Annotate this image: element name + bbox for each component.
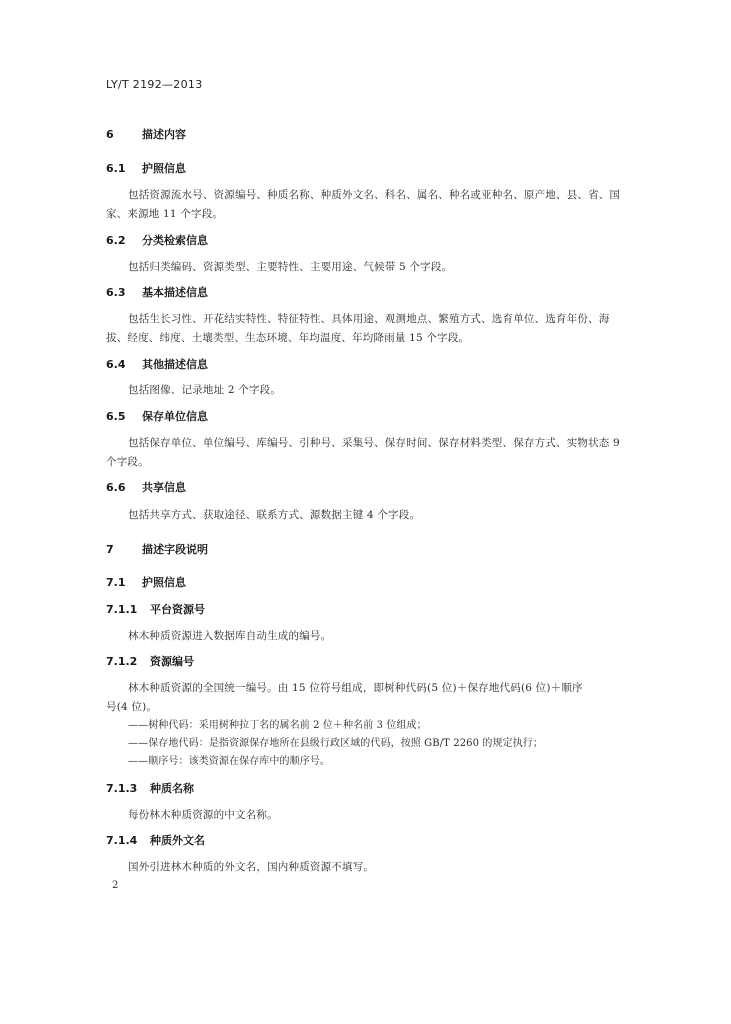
paragraph-line: 包括图像、记录地址 2 个字段。 <box>128 384 282 396</box>
paragraph-line: 包括共享方式、获取途径、联系方式、源数据主键 4 个字段。 <box>128 509 421 521</box>
section-number: 6.4 <box>106 358 126 371</box>
standard-code-header: LY/T 2192—2013 <box>106 78 203 91</box>
paragraph-line: 拔、经度、纬度、土壤类型、生态环境、年均温度、年均降雨量 15 个字段。 <box>106 332 470 344</box>
section-number: 7.1.4 <box>106 834 138 847</box>
section-number: 7.1 <box>106 576 126 589</box>
section-7-1-4-heading <box>106 834 205 848</box>
section-title: 平台资源号 <box>150 603 205 616</box>
section-title: 护照信息 <box>142 162 186 175</box>
section-number: 7 <box>106 543 114 556</box>
paragraph-line: 每份林木种质资源的中文名称。 <box>128 809 278 821</box>
section-title: 资源编号 <box>150 655 194 668</box>
section-7-1-2-heading <box>106 655 194 669</box>
paragraph-line: 家、来源地 11 个字段。 <box>106 208 224 220</box>
paragraph-line: 包括生长习性、开花结实特性、特征特性、具体用途、观测地点、繁殖方式、选育单位、选育年份、海 <box>128 313 610 325</box>
section-number: 7.1.3 <box>106 782 138 795</box>
list-item: ——树种代码：采用树种拉丁名的属名前 2 位＋种名前 3 位组成； <box>128 720 427 731</box>
section-title: 种质外文名 <box>150 834 205 847</box>
list-item: ——保存地代码：是指资源保存地所在县级行政区域的代码，按照 GB/T 2260 的规定执行； <box>128 738 543 749</box>
section-title: 描述字段说明 <box>142 543 208 556</box>
page-number: 2 <box>112 880 119 891</box>
section-6-4-heading <box>106 358 208 372</box>
paragraph-line: 林木种质资源的全国统一编号。由 15 位符号组成，即树种代码(5 位)＋保存地代码(6 位)＋顺序 <box>128 682 583 694</box>
section-title: 其他描述信息 <box>142 358 208 371</box>
section-7-heading <box>106 543 208 557</box>
section-title: 保存单位信息 <box>142 410 208 423</box>
section-title: 分类检索信息 <box>142 234 208 247</box>
section-6-3-heading <box>106 286 208 300</box>
section-number: 7.1.1 <box>106 603 138 616</box>
paragraph-line: 个字段。 <box>106 456 149 468</box>
paragraph-line: 包括归类编码、资源类型、主要特性、主要用途、气候带 5 个字段。 <box>128 261 453 273</box>
section-title: 基本描述信息 <box>142 286 208 299</box>
paragraph-line: 包括保存单位、单位编号、库编号、引种号、采集号、保存时间、保存材料类型、保存方式、实物状态 9 <box>128 437 620 449</box>
section-number: 6.2 <box>106 234 126 247</box>
paragraph-line: 号(4 位)。 <box>106 701 158 713</box>
section-7-1-1-heading <box>106 603 205 617</box>
section-7-1-heading <box>106 576 186 590</box>
section-title: 共享信息 <box>142 481 186 494</box>
list-item: ——顺序号：该类资源在保存库中的顺序号。 <box>128 756 330 767</box>
section-number: 6 <box>106 128 114 141</box>
section-6-2-heading <box>106 234 208 248</box>
section-7-1-3-heading <box>106 782 194 796</box>
section-number: 6.3 <box>106 286 126 299</box>
section-6-6-heading <box>106 481 186 495</box>
section-number: 6.1 <box>106 162 126 175</box>
paragraph-line: 林木种质资源进入数据库自动生成的编号。 <box>128 630 332 642</box>
paragraph-line: 国外引进林木种质的外文名，国内种质资源不填写。 <box>128 861 375 873</box>
section-number: 6.5 <box>106 410 126 423</box>
paragraph-line: 包括资源流水号、资源编号、种质名称、种质外文名、科名、属名、种名或亚种名、原产地、县、省、国 <box>128 189 621 201</box>
section-6-1-heading <box>106 162 186 176</box>
section-number: 6.6 <box>106 481 126 494</box>
section-title: 描述内容 <box>142 128 186 141</box>
section-number: 7.1.2 <box>106 655 138 668</box>
section-6-heading <box>106 128 186 142</box>
section-title: 种质名称 <box>150 782 194 795</box>
section-title: 护照信息 <box>142 576 186 589</box>
section-6-5-heading <box>106 410 208 424</box>
